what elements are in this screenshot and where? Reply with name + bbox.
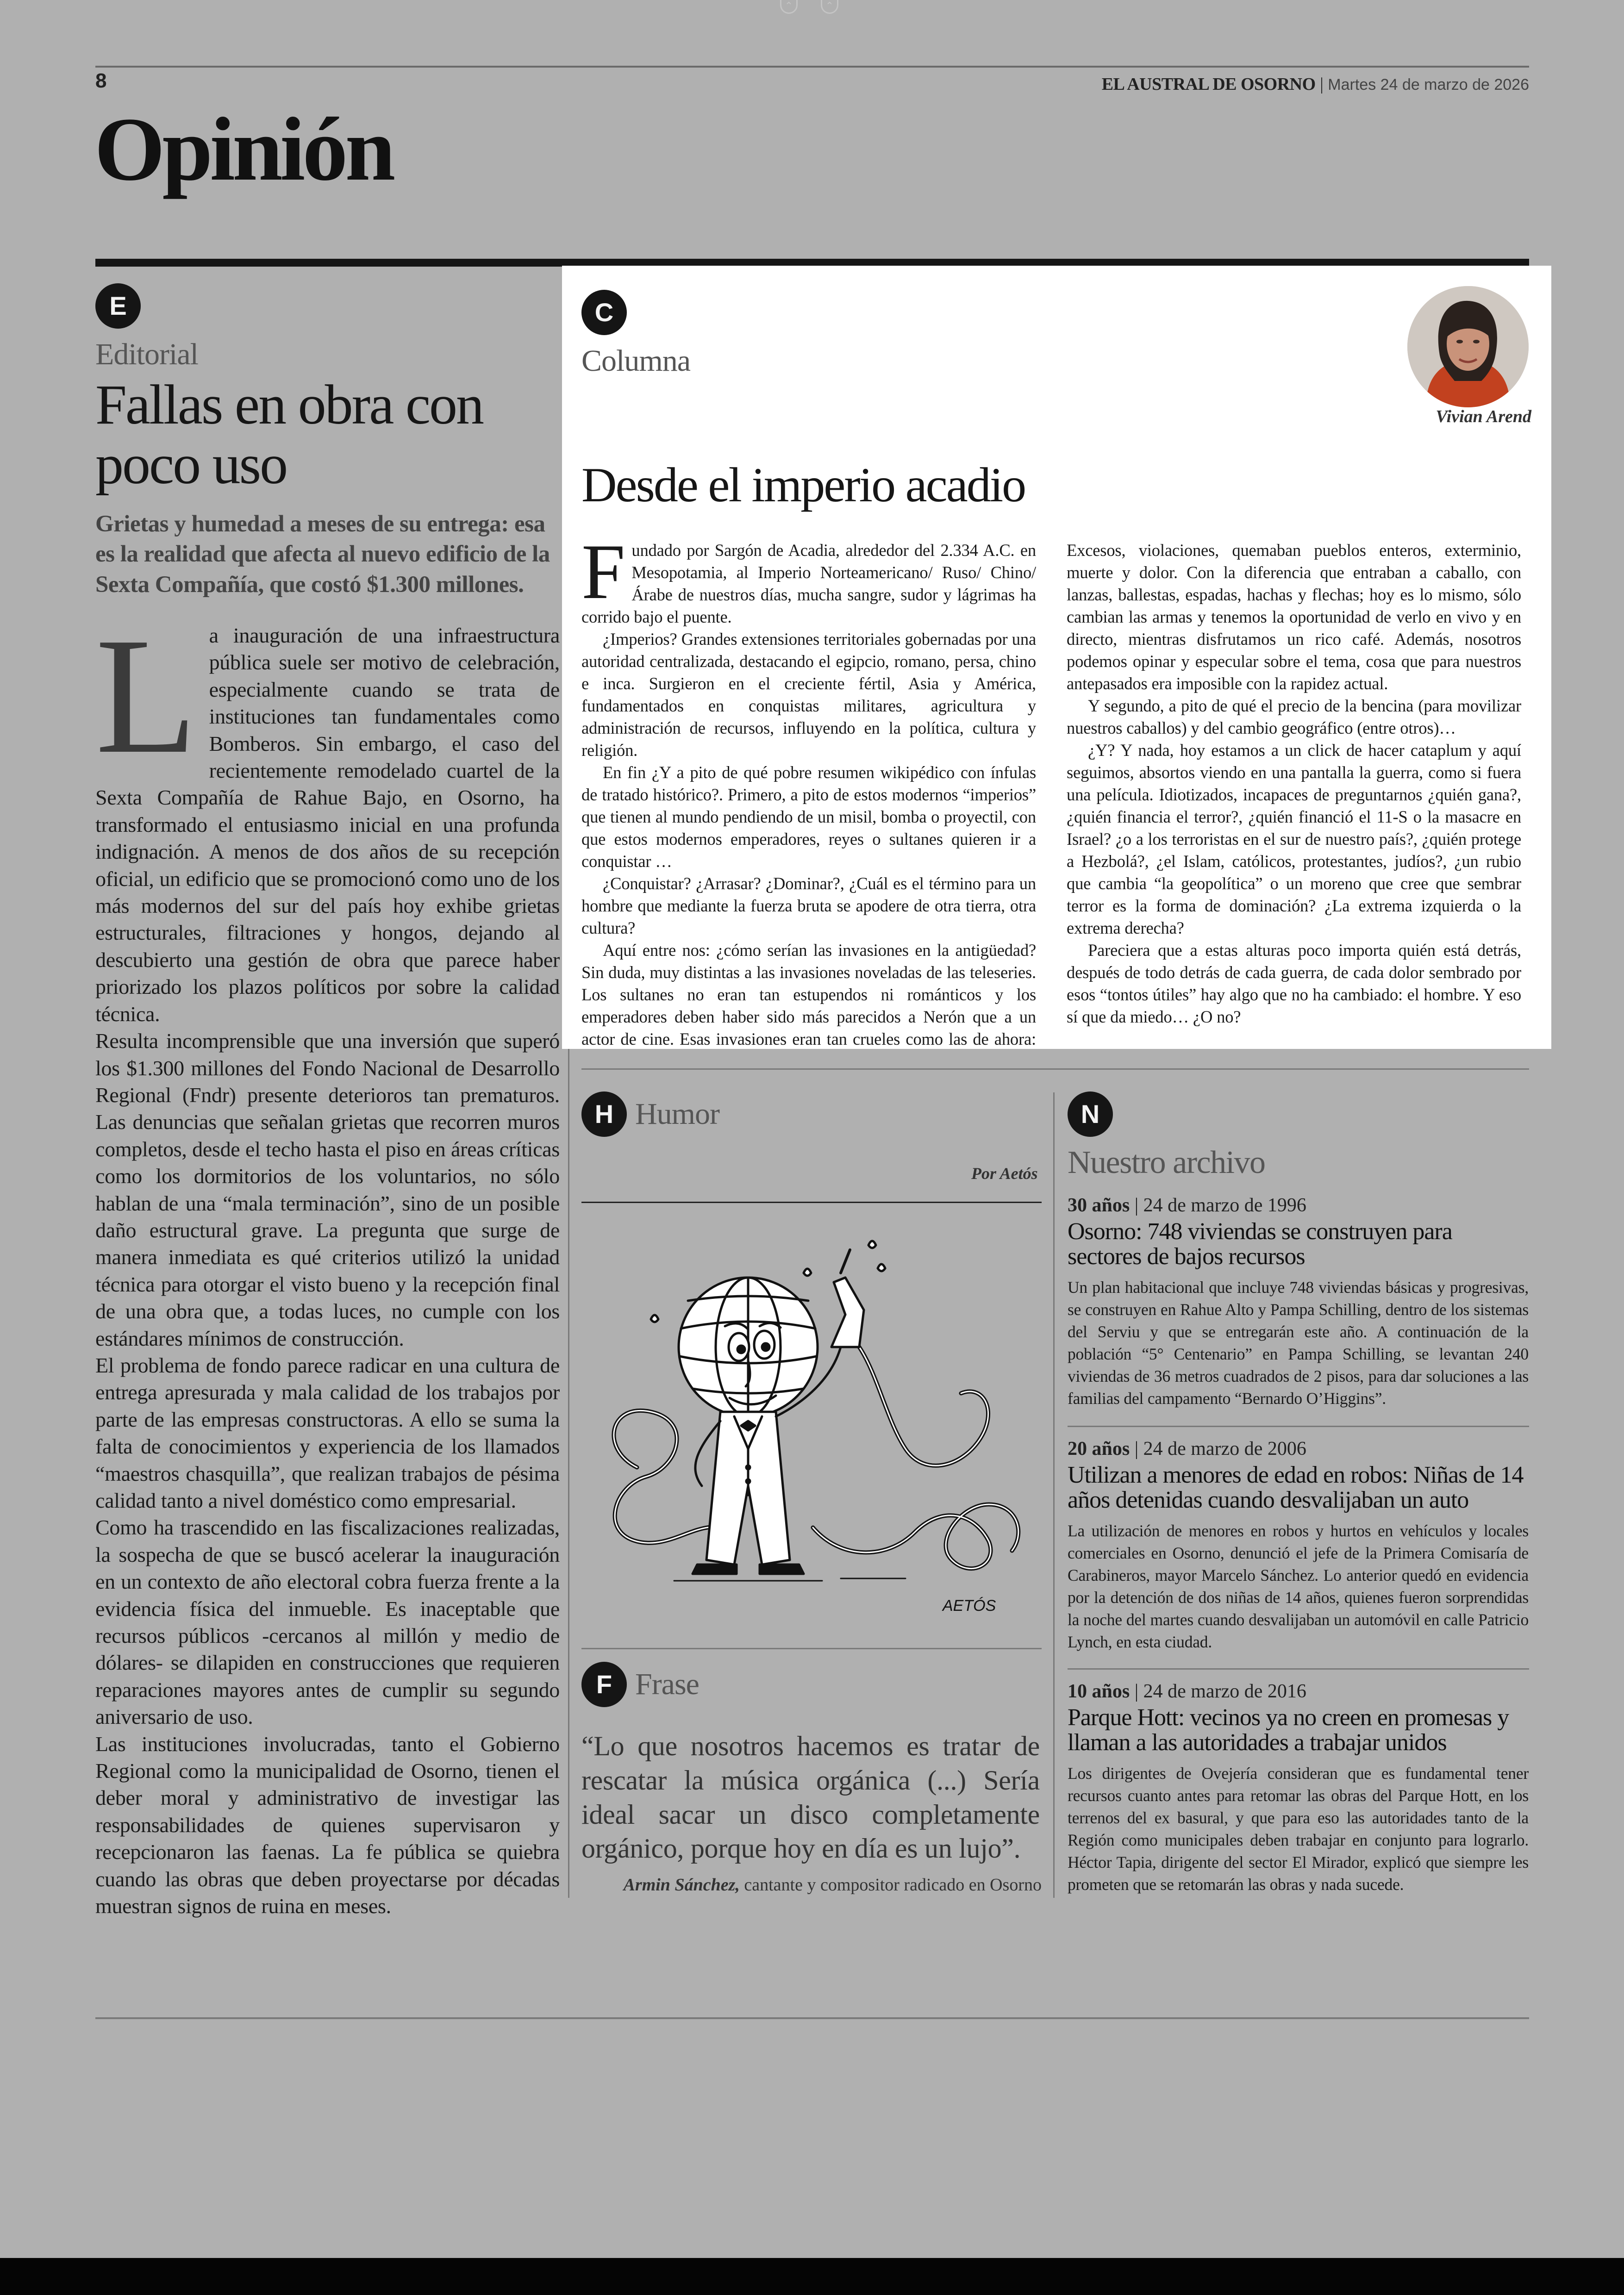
issue-date: Martes 24 de marzo de 2026 — [1328, 76, 1529, 94]
newspaper-name: EL AUSTRAL DE OSORNO — [1101, 75, 1316, 94]
archive-kicker: Nuestro archivo — [1068, 1145, 1265, 1180]
editorial-title: Fallas en obra con poco uso — [95, 374, 483, 496]
column-paragraph — [581, 528, 1036, 628]
page-nav — [780, 0, 838, 14]
frase-header — [581, 1662, 699, 1707]
archive-rule — [1068, 1668, 1529, 1670]
frase-badge: F — [581, 1662, 627, 1707]
archive-title: Utilizan a menores de edad en robos: Niñas de 14 años detenidas cuando desvalijaban un auto — [1068, 1462, 1524, 1514]
archive-text: Los dirigentes de Ovejería consideran que es fundamental tener recursos cuanto antes para retomar las obras del Parque Hott, en los terrenos del ex basural, y que para eso las autoridades tanto de la Región como municipales deben trabajar en conjunto para lograrlo. Héctor Tapia, dirigente del sector El Mirador, explicó que siempre les prometen que se retomarán las obras y nada sucede. — [1068, 1764, 1529, 1894]
column-body — [581, 528, 1521, 1050]
frase-kicker: Frase — [635, 1667, 699, 1702]
column-paragraph: En fin ¿Y a pito de qué pobre resumen wikipédico con ínfulas de tratado histórico?. Primero, a pito de estos modernos “imperios” que tienen al mundo pendiendo de un misil, bomba o proyectil, con que estos modernos emperadores, reyes o sultanes quieren ir a conquistar … — [581, 763, 1036, 871]
dateline-separator: | — [1315, 75, 1328, 94]
editorial-badge: E — [95, 283, 141, 329]
archive-date: 24 de marzo de 1996 — [1143, 1195, 1306, 1216]
viewer-bottom-bar — [0, 2258, 1624, 2295]
archive-meta: 10 años | 24 de marzo de 2016 — [1068, 1681, 1306, 1702]
archive-date: 24 de marzo de 2006 — [1143, 1438, 1306, 1459]
archive-title: Parque Hott: vecinos ya no creen en promesas y llaman a las autoridades a trabajar unidos — [1068, 1704, 1509, 1756]
humor-byline: Por Aetós — [971, 1164, 1038, 1183]
humor-header — [581, 1091, 719, 1137]
archive-badge: N — [1068, 1091, 1113, 1137]
page-number: 8 — [95, 69, 107, 92]
archive-years: 30 años — [1068, 1195, 1130, 1216]
humor-badge: H — [581, 1091, 627, 1137]
editorial-paragraph: Resulta incomprensible que una inversión que superó los $1.300 millones del Fondo Nacional de Desarrollo Regional (Fndr) presente deterioros tan prematuros. Las denuncias que señalan grietas que recorren muros completos, desde el techo hasta el piso en áreas críticas como los dormitorios de los voluntarios, no sólo hablan de una “mala terminación”, sino de un posible daño estructural grave. La pregunta que surge de manera inmediata es qué criterios utilizó la unidad técnica para otorgar el visto bueno y la recepción final de una obra que, a todas luces, no cumple con los estándares mínimos de construcción. — [95, 1029, 560, 1350]
archive-date: 24 de marzo de 2016 — [1143, 1681, 1306, 1702]
column-divider — [1053, 1092, 1055, 1898]
archive-years: 20 años — [1068, 1438, 1130, 1459]
column-badge-wrap — [581, 290, 627, 335]
editorial-kicker: Editorial — [95, 337, 198, 371]
column-kicker: Columna — [581, 344, 690, 378]
column-author: Vivian Arend — [1436, 407, 1531, 426]
column-paragraph-text: undado por Sargón de Acadia, alrededor del 2.334 A.C. en Mesopotamia, al Imperio Norteamericano/ Ruso/ Chino/ Árabe de nuestros días, mucha sangre, sudor y lágrimas ha corrido bajo el puente. — [581, 541, 1036, 626]
footer-rule — [95, 2017, 1529, 2019]
editorial-drop-cap: L — [95, 603, 197, 788]
archive-badge-wrap — [1068, 1091, 1113, 1137]
archive-text: La utilización de menores en robos y hurtos en vehículos y locales comerciales en Osorno, denunció el jefe de la Primera Comisaría de Carabineros, mayor Marcelo Sánchez. Lo anterior quedó en evidencia por la detención de dos niñas de 14 años, quienes fueron sorprendidas la noche del martes cuando desvalijaban un automóvil en calle Patricio Lynch, en esta ciudad. — [1068, 1522, 1529, 1651]
author-photo — [1407, 286, 1529, 407]
frase-source-role: cantante y compositor radicado en Osorno — [739, 1875, 1042, 1895]
section-rule — [581, 1648, 1042, 1649]
archive-title: Osorno: 748 viviendas se construyen para sectores de bajos recursos — [1068, 1218, 1452, 1270]
column-paragraph: Aquí entre nos: ¿cómo serían las invasiones en la antigüedad? Sin duda, muy distintas a las invasiones noveladas de las teleseries. Los sultanes no eran tan estupendos ni románticos y los emperadores deben haber sido más parecidos a Nerón que a un actor de cine. Esas invasiones eran tan crueles como las de ahora: Excesos, violaciones, quemaban pueblos enteros, exterminio, muerte y dolor. Con la diferencia que entraban a caballo, con lanzas, ballestas, espadas, hachas y flechas; hoy es lo mismo, sólo cambian las armas y tenemos la oportunidad de verlo en vivo y en directo, mientras disfrutamos un rico café. Además, nosotros podemos opinar y especular sobre el tema, cosa que para nuestros antepasados era imposible con la rapidez actual. — [581, 541, 1521, 1048]
frase-quote: “Lo que nosotros hacemos es tratar de rescatar la música orgánica (...) Sería ideal sacar un disco completamente orgánico, porque hoy en día es un lujo”. — [581, 1731, 1040, 1864]
editorial-lead: Grietas y humedad a meses de su entrega: esa es la realidad que afecta al nuevo edificio de la Sexta Compañía, que costó $1.300 millones. — [95, 511, 550, 598]
editorial-body — [95, 603, 560, 1920]
chevron-up-icon[interactable]: ⌃ — [780, 0, 798, 14]
column-badge: C — [581, 290, 627, 335]
column-title: Desde el imperio acadio — [581, 458, 1025, 512]
archive-meta: 20 años | 24 de marzo de 2006 — [1068, 1438, 1306, 1459]
archive-years: 10 años — [1068, 1681, 1130, 1702]
frase-source — [581, 1875, 1042, 1895]
section-rule — [581, 1068, 1529, 1070]
frase-source-name: Armin Sánchez, — [623, 1875, 740, 1895]
archive-item — [1068, 1438, 1529, 1653]
header-rule — [95, 66, 1529, 68]
humor-cartoon — [581, 1208, 1042, 1625]
editorial-paragraph: El problema de fondo parece radicar en una cultura de entrega apresurada y mala calidad de los trabajos por parte de las empresas constructoras. A ello se suma la falta de conocimientos y experiencia de los llamados “maestros chasquilla”, que realizan trabajos de pésima calidad tanto a nivel doméstico como empresarial. — [95, 1353, 560, 1512]
column-drop-cap: F — [581, 528, 625, 615]
archive-rule — [1068, 1426, 1529, 1427]
editorial-paragraph: Como ha trascendido en las fiscalizaciones realizadas, la sospecha de que se buscó acelerar la inauguración en un contexto de año electoral cobra fuerza frente a la evidencia física del inmueble. Es inaceptable que recursos públicos -cercanos al millón y medio de dólares- se dilapiden en construcciones que requieren reparaciones mayores antes de cumplir su segundo aniversario de uso. — [95, 1515, 560, 1729]
column-paragraph: Y segundo, a pito de qué el precio de la bencina (para movilizar nuestros caballos) y del cambio geográfico (entre otros)… — [1067, 696, 1521, 737]
author-portrait-icon — [1407, 286, 1529, 407]
section-title: Opinión — [94, 99, 393, 200]
archive-item — [1068, 1680, 1529, 1896]
archive-text: Un plan habitacional que incluye 748 viviendas básicas y progresivas, se construyen en Rahue Alto y Pampa Schilling, dentro de los sistemas del Serviu y que se entregarán este año. A continuación de la población “5° Centenario” en Pampa Schilling, se levantan 240 viviendas de 36 metros cuadrados de 2 pisos, para dar soluciones a las familias del campamento “Bernardo O’Higgins”. — [1068, 1278, 1529, 1408]
dateline — [1102, 74, 1529, 94]
editorial-badge-wrap — [95, 283, 141, 329]
cartoon-signature: AETÓS — [943, 1597, 996, 1615]
column-paragraph: ¿Imperios? Grandes extensiones territoriales gobernadas por una autoridad centralizada, destacando el egipcio, romano, persa, chino e inca. Surgieron en el creciente fértil, Asia y América, fundamentados en conquistas militares, agricultura y administración de recursos, influyendo en la política, cultura y religión. — [581, 630, 1036, 760]
cartoon-globe-man-icon — [581, 1208, 1042, 1625]
column-paragraph: ¿Y? Y nada, hoy estamos a un click de hacer cataplum y aquí seguimos, absortos viendo en una pantalla la guerra, como si fuera una película. Idiotizados, incapaces de preguntarnos ¿quién gana?, ¿quién financia el terror?, ¿quién financió el 11-S o la masacre en Israel? ¿o a los terroristas en el sur de nuestro país?, ¿quién protege a Hezbolá?, ¿el Islam, católicos, protestantes, judíos?, ¿un rubio que cambia “la geopolítica” o un moreno que cree que sembrar terror es la forma de dominación? ¿La extrema izquierda o la extrema derecha? — [1067, 741, 1521, 937]
column-paragraph: ¿Conquistar? ¿Arrasar? ¿Dominar?, ¿Cuál es el término para un hombre que mediante la fuerza bruta se apodere de otra tierra, otra cultura? — [581, 874, 1036, 937]
chevron-up-icon[interactable]: ⌃ — [821, 0, 838, 14]
editorial-paragraph: a inauguración de una infraestructura pública suele ser motivo de celebración, especialmente cuando se trata de instituciones tan fundamentales como Bomberos. Sin embargo, el caso del recientemente remodelado cuartel de la Sexta Compañía de Rahue Bajo, en Osorno, ha transformado el entusiasmo inicial en una profunda indignación. A menos de dos años de su recepción oficial, un edificio que se promocionó como uno de los más modernos del sur del país hoy exhibe grietas estructurales, filtraciones y hongos, dejando al descubierto una gestión de obra que parece haber priorizado los plazos políticos por sobre la calidad técnica. — [95, 624, 560, 1026]
humor-kicker: Humor — [635, 1097, 719, 1131]
humor-rule — [581, 1202, 1042, 1203]
editorial-paragraph: Las instituciones involucradas, tanto el Gobierno Regional como la municipalidad de Osorno, tienen el deber moral y administrativo de investigar las responsabilidades de quienes supervisaron y recepcionaron las faenas. La fe pública se quiebra cuando las obras que deben proyectarse por décadas muestran signos de ruina en meses. — [95, 1732, 560, 1918]
archive-meta: 30 años | 24 de marzo de 1996 — [1068, 1195, 1306, 1216]
archive-item — [1068, 1194, 1529, 1410]
column-paragraph: Pareciera que a estas alturas poco importa quién está detrás, después de todo detrás de cada guerra, de cada dolor sembrado por esos “tontos útiles” hay algo que no ha cambiado: el hombre. Y eso sí que da miedo… ¿O no? — [1067, 941, 1521, 1026]
